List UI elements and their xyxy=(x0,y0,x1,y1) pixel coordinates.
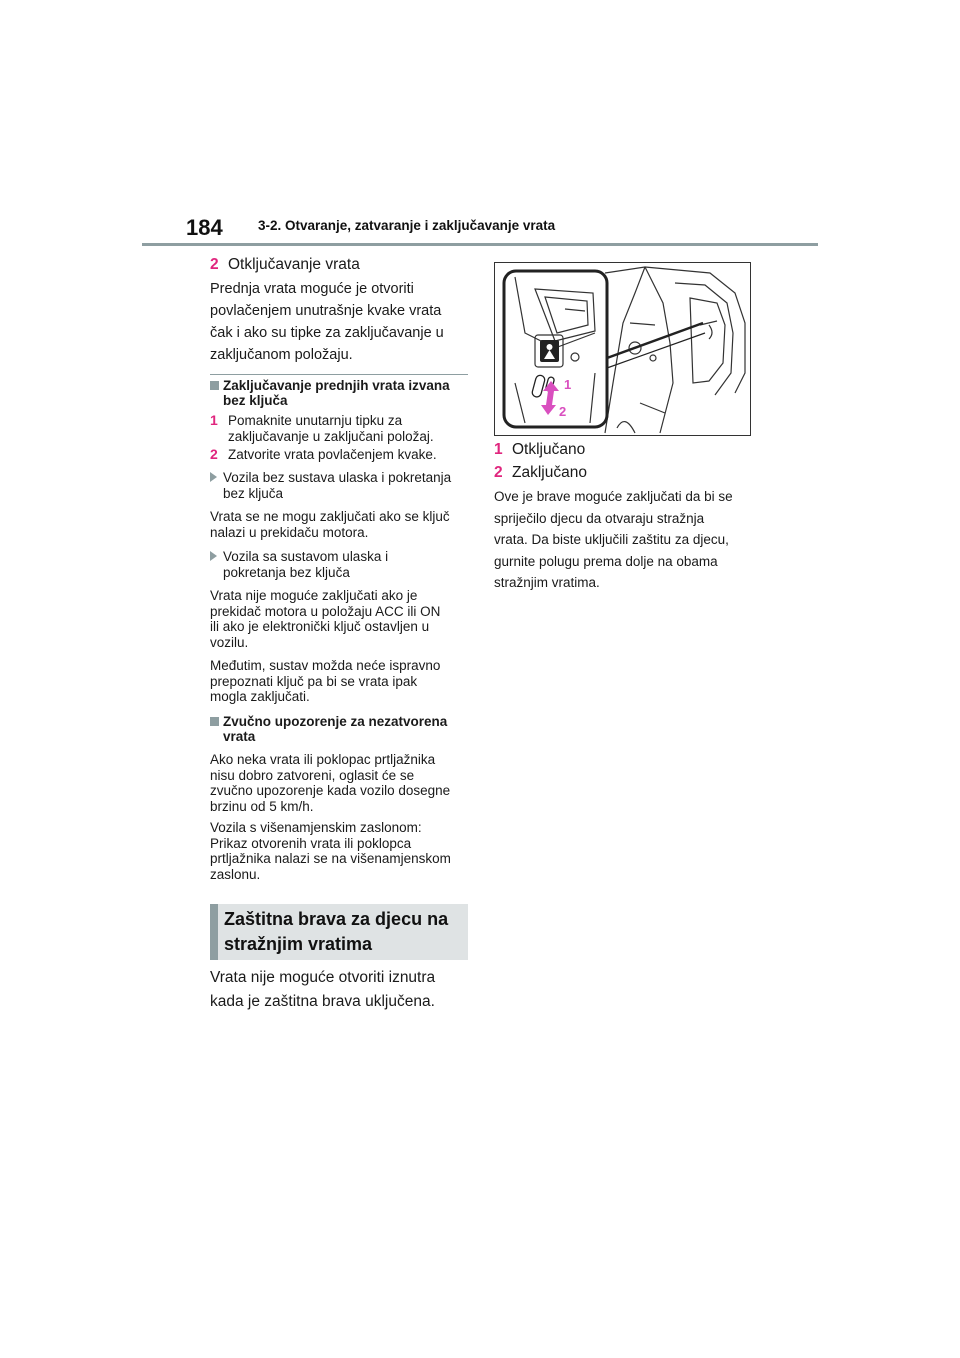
triangle-bullet-icon xyxy=(210,472,217,482)
section-2-text xyxy=(210,752,468,814)
text-line: zaključavanje u zaključani položaj. xyxy=(228,428,434,444)
section-1-step-1 xyxy=(210,413,468,444)
vehicle-b-text xyxy=(210,588,468,650)
section-title: Zaključavanje prednjih vrata izvana xyxy=(223,378,450,393)
step-number: 1 xyxy=(210,412,218,428)
text-line: nisu dobro zatvoreni, oglasit će se xyxy=(210,767,415,783)
square-bullet-icon xyxy=(210,717,219,726)
section-divider xyxy=(210,374,468,375)
door-illustration xyxy=(495,263,750,435)
text-line: čak i ako su tipke za zaključavanje u xyxy=(210,325,444,341)
legend-item-1 xyxy=(494,440,585,460)
section-heading-2 xyxy=(210,714,468,744)
text-line: stražnjim vratima. xyxy=(494,575,600,590)
text-line: Vozila sa sustavom ulaska i xyxy=(223,549,389,564)
section-2-text-2 xyxy=(210,820,468,882)
text-line: spriječilo djecu da otvaraju stražnja xyxy=(494,510,705,526)
text-line: Vozila bez sustava ulaska i pokretanja xyxy=(223,470,452,485)
step-number: 2 xyxy=(210,256,219,273)
square-bullet-icon xyxy=(210,381,219,390)
text-line: Vozila s višenamjenskim zaslonom: xyxy=(210,820,422,835)
text-line: prekidač motora u položaju ACC ili ON xyxy=(210,603,441,619)
text-line: mogla zaključati. xyxy=(210,689,310,704)
text-line: Zatvorite vrata povlačenjem kvake. xyxy=(228,447,437,462)
section-1-step-2 xyxy=(210,447,468,463)
legend-number: 2 xyxy=(494,464,503,481)
page-number: 184 xyxy=(186,215,223,240)
text-line: pokretanja bez ključa xyxy=(223,564,350,580)
left-column xyxy=(210,255,470,1025)
vehicle-condition-a xyxy=(210,470,468,501)
box-accent-bar xyxy=(210,904,218,960)
step-2-heading xyxy=(210,255,468,275)
text-line: Međutim, sustav možda neće ispravno xyxy=(210,658,441,673)
section-title-cont: bez ključa xyxy=(223,393,288,408)
box-title-line: Zaštitna brava za djecu na xyxy=(224,909,449,929)
step-label: Otključavanje vrata xyxy=(228,256,360,273)
section-heading-1 xyxy=(210,378,468,408)
text-line: nalazi u prekidaču motora. xyxy=(210,524,369,540)
text-line: gurnite polugu prema dolje na obama xyxy=(494,553,718,569)
legend-number: 1 xyxy=(494,441,503,458)
legend-label: Zaključano xyxy=(512,464,587,481)
text-line: Vrata se ne mogu zaključati ako se ključ xyxy=(210,509,450,524)
text-line: Pomaknite unutarnju tipku za xyxy=(228,413,403,428)
box-body-text xyxy=(210,966,468,1014)
text-line: povlačenjem unutrašnje kvake vrata xyxy=(210,303,442,319)
text-line: Prikaz otvorenih vrata ili poklopca xyxy=(210,835,412,851)
triangle-bullet-icon xyxy=(210,551,217,561)
box-title-line: stražnjim vratima xyxy=(224,934,373,954)
vehicle-condition-b xyxy=(210,549,468,580)
text-line: zaključanom položaju. xyxy=(210,347,353,363)
text-line: bez ključa xyxy=(223,485,284,501)
text-line: Ove je brave moguće zaključati da bi se xyxy=(494,489,733,504)
text-line: vozilu. xyxy=(210,634,249,650)
text-line: zvučno upozorenje kada vozilo dosegne xyxy=(210,783,451,798)
text-line: Vrata nije moguće zaključati ako je xyxy=(210,588,418,603)
text-line: ili ako je elektronički ključ ostavljen u xyxy=(210,619,430,634)
text-line: zaslonu. xyxy=(210,866,261,882)
text-line: prepoznati ključ pa bi se vrata ipak xyxy=(210,673,418,689)
vehicle-b-text-2 xyxy=(210,658,468,705)
child-lock-description xyxy=(494,486,756,594)
text-line: prtljažnika nalazi se na višenamjenskom xyxy=(210,851,451,866)
chapter-title: 3-2. Otvaranje, zatvaranje i zaključavanje vrata xyxy=(258,218,556,233)
step-2-text xyxy=(210,278,468,366)
text-line: Prednja vrata moguće je otvoriti xyxy=(210,281,414,297)
text-line: vrata. Da biste uključili zaštitu za djecu, xyxy=(494,532,729,547)
section-title: Zvučno upozorenje za nezatvorena xyxy=(223,714,448,729)
section-title-box xyxy=(210,904,468,960)
text-line: Ako neka vrata ili poklopac prtljažnika xyxy=(210,752,436,767)
figure-label-2: 2 xyxy=(559,404,567,419)
legend-label: Otključano xyxy=(512,441,586,458)
child-lock-illustration xyxy=(494,262,751,436)
figure-label-1: 1 xyxy=(564,377,572,392)
text-line: kada je zaštitna brava uključena. xyxy=(210,993,435,1010)
text-line: brzinu od 5 km/h. xyxy=(210,798,314,814)
header-rule xyxy=(142,243,818,246)
step-number: 2 xyxy=(210,446,218,462)
legend-item-2 xyxy=(494,463,587,483)
section-title-cont: vrata xyxy=(223,729,256,744)
vehicle-a-text xyxy=(210,509,468,540)
text-line: Vrata nije moguće otvoriti iznutra xyxy=(210,969,436,986)
